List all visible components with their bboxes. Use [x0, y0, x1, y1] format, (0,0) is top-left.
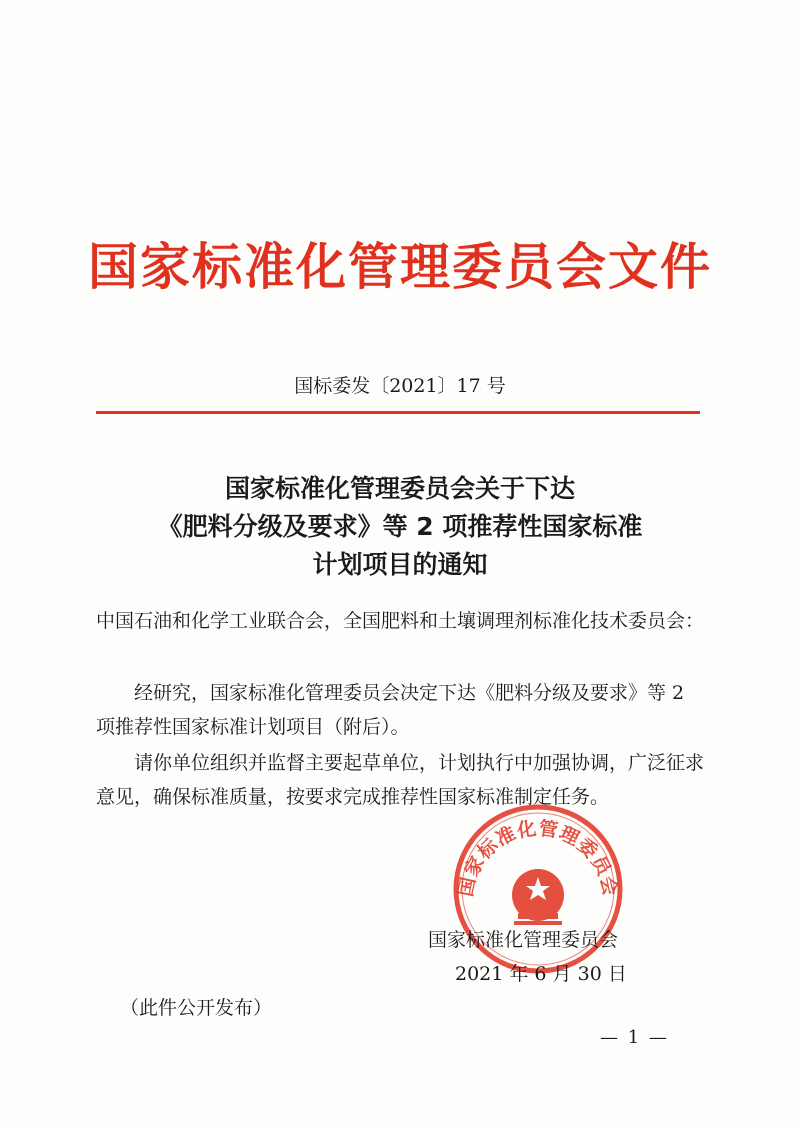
red-divider-line [96, 411, 700, 414]
document-number: 国标委发〔2021〕17 号 [294, 375, 506, 397]
masthead-title: 国家标准化管理委员会文件 [88, 238, 712, 296]
signature-date: 2021 年 6 月 30 日 [455, 963, 627, 985]
body-paragraph-2: 请你单位组织并监督主要起草单位，计划执行中加强协调，广泛征求意见，确保标准质量，按要求完成推荐性国家标准制定任务。 [96, 752, 705, 808]
notice-title-line-3: 计划项目的通知 [312, 550, 488, 579]
public-release-note: （此件公开发布） [120, 997, 273, 1019]
page-number: — 1 — [600, 1027, 669, 1048]
body-paragraph-1: 经研究，国家标准化管理委员会决定下达《肥料分级及要求》等 2 项推荐性国家标准计划项目（附后）。 [96, 682, 685, 738]
notice-title-line-1: 国家标准化管理委员会关于下达 [224, 474, 575, 503]
seal-text: 国家标准化管理委员会 [454, 817, 622, 899]
notice-title [0, 470, 800, 584]
national-emblem-icon [512, 869, 564, 925]
signature-organization: 国家标准化管理委员会 [428, 929, 619, 951]
addressee: 中国石油和化学工业联合会，全国肥料和土壤调理剂标准化技术委员会： [96, 610, 705, 632]
notice-title-line-2: 《肥料分级及要求》等 2 项推荐性国家标准 [157, 512, 643, 541]
